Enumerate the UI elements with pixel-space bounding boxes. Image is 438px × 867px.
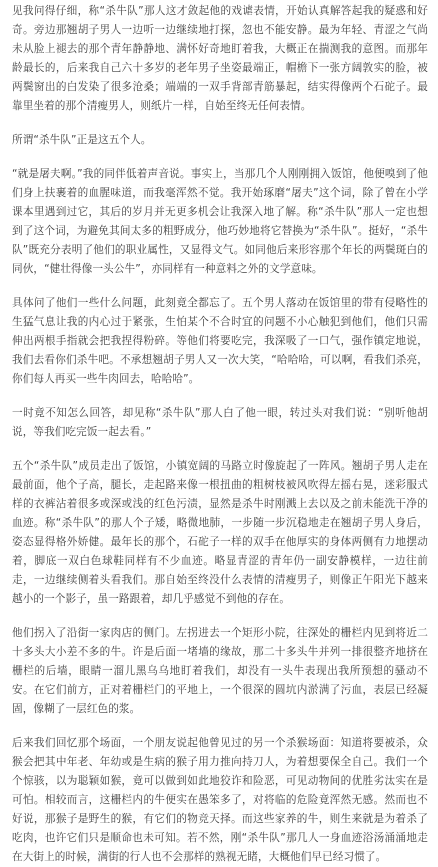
paragraph-3: “就是屠夫啊。”我的同伴低着声音说。事实上，当那几个人刚刚拥入饭馆，他便嗅到了他们身上扶裹着的血腥味道，而我毫浑然不觉。我开始琢磨“屠夫”这个词，除了曾在小学课本里遇到过它，其后的岁月并无更多机会让我深入地了解。称“杀牛队”那人一定也想到了这个词，为避免其间太多的粗野成分，他巧妙地将它替换为“杀牛队”。挺好，“杀牛队”既充分表明了他们的职业属性，又显得文气。如同他后来形容那个年长的两鬓斑白的同伙，“健壮得像一头公牛”，亦同样有一种意料之外的文学意味。 xyxy=(12,168,428,275)
paragraph-8: 后来我们回忆那个场面，一个朋友说起他曾见过的另一个杀猴场面：知道将要被杀，众猴会把其中年老、年幼或是生病的猴子用力推向持刀人，为着想要保全自己。我们一个个惊骇，以为聪颖如猴，竟可以做到如此地狡诈和险恶，可见动物间的优胜劣汰实在是可怕。相较而言，这栅栏内的牛便实在愚笨多了，对将临的危险竟浑然无感。然而也不好说，那猴子是野生的猴，有它们的物竞天择。而这些家养的牛，则生来就是为着杀了吃肉，也许它们只是顺命也未可知。若不然，刚“杀牛队”那几人一身血迹浴汤涌涌地走在大街上的时候，满街的行人也不会那样的熟视无睹，大概他们早已经习惯了。 xyxy=(12,737,428,863)
paragraph-6: 五个“杀牛队”成员走出了饭馆，小镇宽阔的马路立时像旋起了一阵风。翘胡子男人走在最前面，他个子高，腿长，走起路来像一根扭曲的粗树枝被风吹得左摇右晃，迷彩服式样的衣裤沾着很多或深或浅的红色污渍，显然是杀牛时刚溅上去以及之前未能洗干净的血迹。称“杀牛队”的那人个子矮，略微地肺，一步随一步沉稳地走在翘胡子男人身后，姿态显得格外娇健。最年长的那个，石砣子一样的双手在他厚实的身体两侧有力地摆动着，脚底一双白色球鞋同样有不少血迹。略显青涩的青年仍一副安静模样，一边往前走，一边继续侧着头看我们。那自始至终没什么表情的清瘦男子，则像正午阳光下越来越小的一个影子，虽一路跟着，却几乎感觉不到他的存在。 xyxy=(12,460,428,605)
paragraph-5: 一时竟不知怎么回答，却见称“杀牛队”那人白了他一眼，转过头对我们说：“别听他胡说，等我们吃完饭一起去看。” xyxy=(12,407,428,438)
paragraph-4: 具体问了他们一些什么问题，此刻竟全都忘了。五个男人落动在饭馆里的带有侵略性的生猛气息让我的内心过于紧张，生怕某个不合时宜的问题不小心触犯到他们，他们只需伸出两根手指就会把我捏得粉碎。等他们将要吃完，我深吸了一口气，强作镇定地说，我们去看你们杀牛吧。不承想翘胡子男人又一次大笑，“哈哈哈，可以啊，看我们杀亮，你们每人再买一些牛肉回去，哈哈哈”。 xyxy=(12,297,428,385)
paragraph-7: 他们拐入了沿街一家肉店的侧门。左拐进去一个矩形小院，往深处的栅栏内见到将近二十多头大小差不多的牛。许是后面一堵墙的缘故，那二十多头牛并列一排很整齐地挤在栅栏的后墙，眼睛一溜儿黑乌乌地盯着我们，却没有一头牛表现出我所预想的骚动不安。在它们前方，正对着栅栏门的平地上，一个很深的圆坑内淤满了污血，表层已经凝固，像糊了一层红色的浆。 xyxy=(12,627,428,715)
paragraph-1: 见我问得仔细，称“杀牛队”那人这才敛起他的戏谑表情，开始认真解答起我的疑惑和好奇。旁边那翘胡子男人一边听一边继续地打探，忽也不能安静。最为年轻、青涩之气尚未从脸上褪去的那个青年静静地、满怀好奇地盯着我，大概正在揣测我的意图。而那年龄最长的，后来我自己六十多岁的老年男子坐姿最端正，帽檐下一张方阔敦实的脸，被两鬓窗出的白发染了很多沧桑；端端的一双手背部青筋暴起，结实得像两个石砣子。最靠里坐着的那个清瘦男人，则纸片一样，自始至终无任何表情。 xyxy=(12,5,428,112)
paragraph-2: 所谓“杀牛队”正是这五个人。 xyxy=(12,134,152,146)
